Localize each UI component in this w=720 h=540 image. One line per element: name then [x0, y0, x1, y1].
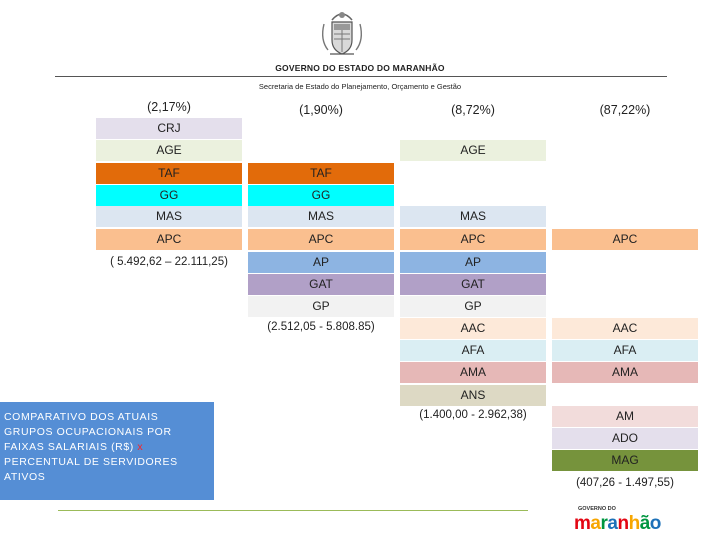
- logo-letter: ã: [639, 513, 650, 534]
- column-3-percent: (8,72%): [451, 103, 495, 117]
- cell-c3-afa: AFA: [400, 340, 546, 361]
- cell-c4-afa: AFA: [552, 340, 698, 361]
- cell-c3-gat: GAT: [400, 274, 546, 295]
- logo-letter: o: [649, 513, 661, 534]
- header-subtitle: Secretaria de Estado do Planejamento, Orçamento e Gestão: [258, 82, 462, 91]
- cell-c1-apc: APC: [96, 229, 242, 250]
- maranhao-logo: [574, 506, 694, 538]
- cell-c3-aac: AAC: [400, 318, 546, 339]
- caption-line-2: GRUPOS OCUPACIONAIS POR: [4, 426, 172, 438]
- cell-c1-gg: GG: [96, 185, 242, 206]
- cell-c1-mas: MAS: [96, 206, 242, 227]
- caption-line-1: COMPARATIVO DOS ATUAIS: [4, 411, 159, 423]
- cell-c4-apc: APC: [552, 229, 698, 250]
- cell-c2-mas: MAS: [248, 206, 394, 227]
- cell-c2-gat: GAT: [248, 274, 394, 295]
- cell-c3-ap: AP: [400, 252, 546, 273]
- header-title: GOVERNO DO ESTADO DO MARANHÃO: [275, 63, 445, 73]
- cell-c4-ado: ADO: [552, 428, 698, 449]
- cell-c3-ans: ANS: [400, 385, 546, 406]
- cell-c2-taf: TAF: [248, 163, 394, 184]
- column-3-range: (1.400,00 - 2.962,38): [419, 409, 527, 421]
- caption-line-4: PERCENTUAL DE SERVIDORES: [4, 456, 178, 468]
- cell-c4-ama: AMA: [552, 362, 698, 383]
- logo-letter: a: [590, 513, 601, 534]
- caption-line-3-text: FAIXAS SALARIAIS (R$): [4, 441, 138, 453]
- cell-c3-mas: MAS: [400, 206, 546, 227]
- cell-c4-mag: MAG: [552, 450, 698, 471]
- header-divider: [55, 76, 667, 77]
- caption-box: [0, 402, 214, 500]
- logo-letter: n: [617, 513, 629, 534]
- cell-c3-gp: GP: [400, 296, 546, 317]
- column-4-range: (407,26 - 1.497,55): [576, 477, 674, 489]
- column-2-percent: (1,90%): [299, 103, 343, 117]
- logo-top-text: GOVERNO DO: [578, 506, 616, 512]
- logo-letter: r: [600, 513, 608, 534]
- caption-line-5: ATIVOS: [4, 471, 46, 483]
- column-1-range: ( 5.492,62 – 22.111,25): [110, 256, 228, 268]
- cell-c2-apc: APC: [248, 229, 394, 250]
- footer-divider: [58, 510, 528, 511]
- cell-c4-am: AM: [552, 406, 698, 427]
- cell-c1-age: AGE: [96, 140, 242, 161]
- cell-c1-taf: TAF: [96, 163, 242, 184]
- logo-word: [574, 513, 694, 535]
- caption-line-3: [4, 440, 210, 455]
- logo-letter: a: [607, 513, 618, 534]
- cell-c3-ama: AMA: [400, 362, 546, 383]
- caption-x-mark: x: [137, 441, 144, 453]
- cell-c3-age: AGE: [400, 140, 546, 161]
- cell-c2-gp: GP: [248, 296, 394, 317]
- cell-c2-gg: GG: [248, 185, 394, 206]
- cell-c4-aac: AAC: [552, 318, 698, 339]
- logo-letter: h: [628, 513, 640, 534]
- coat-of-arms-icon: [318, 6, 366, 58]
- column-2-range: (2.512,05 - 5.808.85): [267, 321, 375, 333]
- column-4-percent: (87,22%): [599, 103, 651, 117]
- cell-c2-ap: AP: [248, 252, 394, 273]
- column-1-percent: (2,17%): [147, 100, 191, 114]
- cell-c1-crj: CRJ: [96, 118, 242, 139]
- cell-c3-apc: APC: [400, 229, 546, 250]
- logo-letter: m: [574, 513, 591, 534]
